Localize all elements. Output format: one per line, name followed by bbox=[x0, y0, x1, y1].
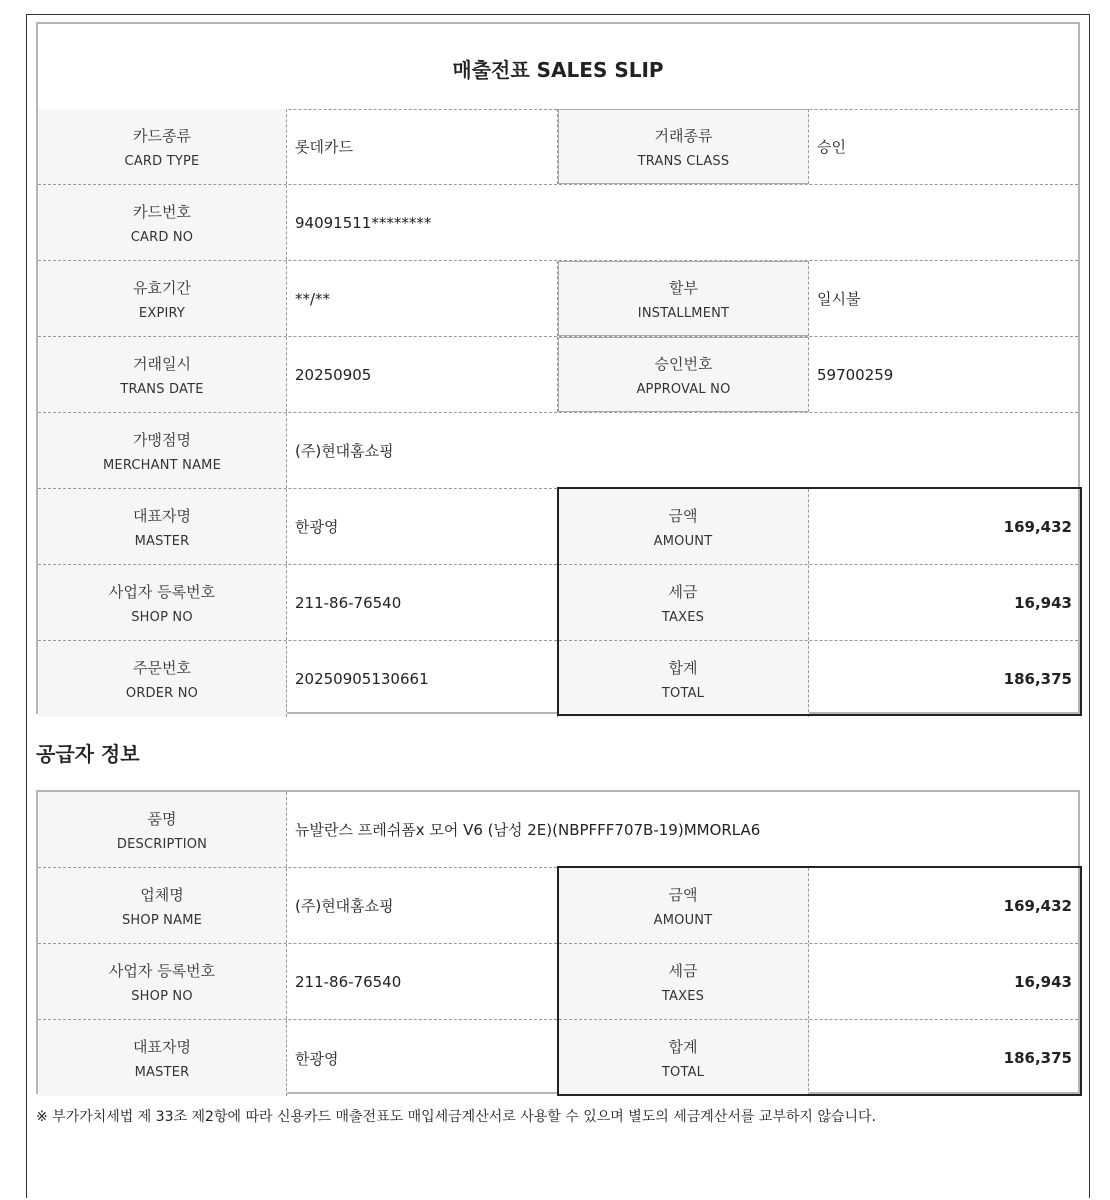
label-ko: 승인번호 bbox=[654, 354, 713, 373]
label-ko: 사업자 등록번호 bbox=[108, 961, 216, 980]
label-order-no bbox=[38, 641, 287, 717]
value-merchant-name: (주)현대홈쇼핑 bbox=[295, 442, 394, 460]
label-card-type bbox=[38, 109, 287, 184]
label-en: CARD TYPE bbox=[124, 153, 200, 169]
label-en: CARD NO bbox=[130, 229, 194, 245]
value-trans-date: 20250905 bbox=[287, 337, 558, 412]
row-trans-date bbox=[38, 337, 1078, 413]
slip-title: 매출전표 SALES SLIP bbox=[38, 24, 1078, 110]
label-installment bbox=[558, 261, 809, 336]
label-ko: 거래종류 bbox=[654, 126, 713, 145]
label-shop-no bbox=[38, 565, 287, 640]
sales-slip-table bbox=[36, 22, 1080, 714]
label-ko: 사업자 등록번호 bbox=[108, 582, 216, 601]
value-order-no: 20250905130661 bbox=[287, 641, 558, 717]
label-en: MASTER bbox=[134, 1065, 190, 1080]
label-en: MASTER bbox=[134, 533, 190, 549]
value-shop-name: (주)현대홈쇼핑 bbox=[287, 868, 558, 943]
row-master bbox=[38, 1020, 1078, 1096]
value-card-no: 94091511******** bbox=[295, 213, 432, 232]
label-ko: 업체명 bbox=[140, 885, 184, 904]
label-en: EXPIRY bbox=[138, 305, 186, 321]
label-taxes bbox=[558, 944, 809, 1019]
value-amount: 169,432 bbox=[1003, 517, 1072, 536]
value-trans-class: 승인 bbox=[817, 138, 846, 156]
value-taxes: 16,943 bbox=[1014, 593, 1072, 612]
label-en: TAXES bbox=[661, 988, 705, 1004]
label-ko: 합계 bbox=[668, 1038, 698, 1056]
label-total bbox=[558, 1020, 809, 1096]
label-en: SHOP NO bbox=[131, 609, 193, 625]
row-expiry bbox=[38, 261, 1078, 337]
label-trans-date bbox=[38, 337, 287, 412]
value-expiry: **/** bbox=[287, 261, 558, 336]
row-shop-no bbox=[38, 565, 1078, 641]
label-en: INSTALLMENT bbox=[637, 305, 730, 321]
label-master bbox=[38, 1020, 287, 1096]
row-order-no bbox=[38, 641, 1078, 717]
label-description bbox=[38, 792, 287, 867]
label-merchant-name bbox=[38, 413, 287, 488]
label-en: ORDER NO bbox=[125, 686, 199, 701]
value-installment: 일시불 bbox=[817, 290, 861, 308]
label-expiry bbox=[38, 261, 287, 336]
label-ko: 할부 bbox=[669, 278, 698, 297]
label-taxes bbox=[558, 565, 809, 640]
row-merchant-name bbox=[38, 413, 1078, 489]
label-amount bbox=[558, 489, 809, 564]
supplier-table bbox=[36, 790, 1080, 1094]
row-shop-name bbox=[38, 868, 1078, 944]
value-card-type: 롯데카드 bbox=[287, 109, 558, 184]
label-ko: 거래일시 bbox=[133, 354, 191, 373]
label-ko: 대표자명 bbox=[133, 1038, 191, 1056]
row-description bbox=[38, 792, 1078, 868]
label-ko: 카드번호 bbox=[133, 202, 191, 221]
label-en: TOTAL bbox=[661, 686, 705, 701]
label-card-no bbox=[38, 185, 287, 260]
label-ko: 금액 bbox=[668, 506, 698, 525]
value-total: 186,375 bbox=[1003, 670, 1072, 688]
label-ko: 주문번호 bbox=[133, 659, 191, 677]
label-ko: 세금 bbox=[668, 582, 698, 601]
label-en: TAXES bbox=[661, 609, 705, 625]
label-shop-no bbox=[38, 944, 287, 1019]
label-ko: 품명 bbox=[147, 809, 177, 828]
row-card-no bbox=[38, 185, 1078, 261]
value-taxes: 16,943 bbox=[1014, 972, 1072, 991]
label-en: MERCHANT NAME bbox=[102, 457, 221, 473]
value-shop-no: 211-86-76540 bbox=[287, 565, 558, 640]
label-trans-class bbox=[558, 109, 809, 184]
value-total: 186,375 bbox=[1003, 1049, 1072, 1067]
label-en: DESCRIPTION bbox=[116, 836, 208, 852]
label-ko: 대표자명 bbox=[133, 506, 191, 525]
value-amount: 169,432 bbox=[1003, 896, 1072, 915]
row-card-type bbox=[38, 109, 1078, 185]
label-ko: 카드종류 bbox=[133, 126, 191, 145]
label-total bbox=[558, 641, 809, 717]
label-en: SHOP NAME bbox=[121, 912, 203, 928]
label-en: TRANS CLASS bbox=[637, 153, 730, 169]
label-en: TRANS DATE bbox=[120, 381, 204, 397]
label-ko: 세금 bbox=[668, 961, 698, 980]
value-shop-no: 211-86-76540 bbox=[287, 944, 558, 1019]
footnote: ※ 부가가치세법 제 33조 제2항에 따라 신용카드 매출전표도 매입세금계산서로 사용할 수 있으며 별도의 세금계산서를 교부하지 않습니다. bbox=[36, 1109, 876, 1125]
label-en: APPROVAL NO bbox=[636, 381, 731, 397]
supplier-section-title: 공급자 정보 bbox=[36, 742, 140, 766]
label-ko: 합계 bbox=[668, 659, 698, 677]
value-approval-no: 59700259 bbox=[817, 365, 894, 384]
label-ko: 금액 bbox=[668, 885, 698, 904]
label-en: AMOUNT bbox=[653, 533, 713, 549]
label-en: TOTAL bbox=[661, 1065, 705, 1080]
row-shop-no bbox=[38, 944, 1078, 1020]
value-master: 한광영 bbox=[287, 1020, 558, 1096]
value-description: 뉴발란스 프레쉬폼x 모어 V6 (남성 2E)(NBPFFF707B-19)MMORLA6 bbox=[295, 821, 761, 839]
label-amount bbox=[558, 868, 809, 943]
label-master bbox=[38, 489, 287, 564]
label-en: AMOUNT bbox=[653, 912, 713, 928]
value-master: 한광영 bbox=[287, 489, 558, 564]
row-master bbox=[38, 489, 1078, 565]
label-en: SHOP NO bbox=[131, 988, 193, 1004]
label-ko: 유효기간 bbox=[133, 278, 191, 297]
label-shop-name bbox=[38, 868, 287, 943]
label-approval-no bbox=[558, 337, 809, 412]
label-ko: 가맹점명 bbox=[133, 430, 191, 449]
